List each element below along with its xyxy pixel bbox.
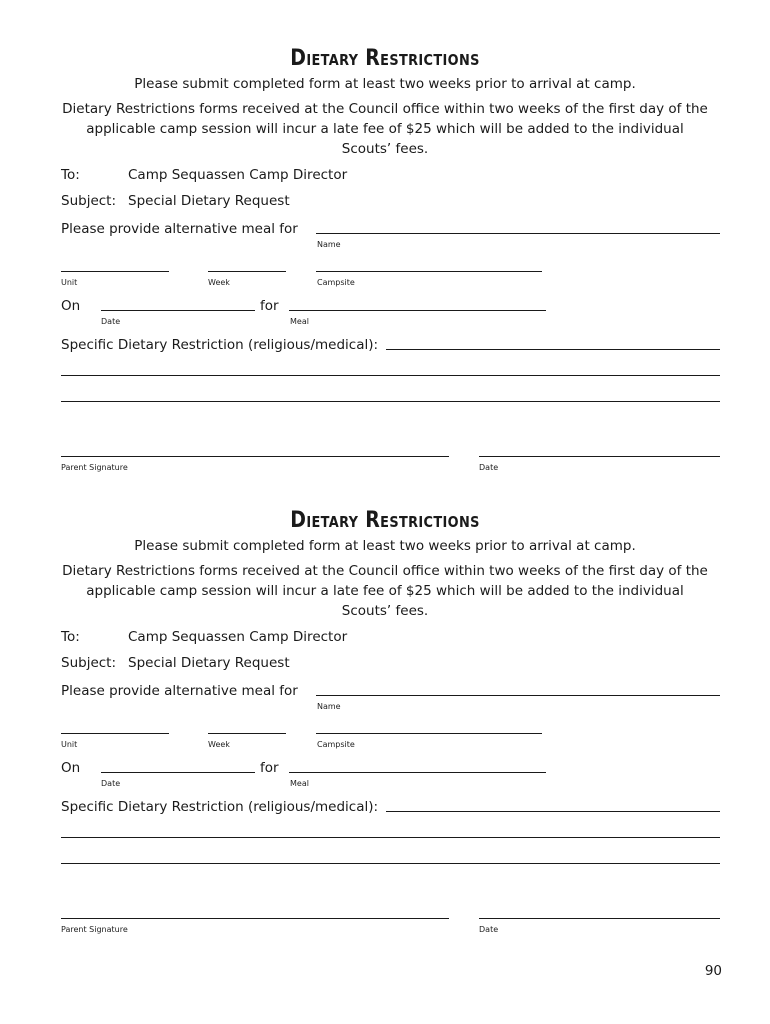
instruction-text: Please submit completed form at least two weeks prior to arrival at camp. <box>134 76 636 92</box>
week-field-line[interactable] <box>208 733 286 734</box>
late-fee-text-line1: Dietary Restrictions forms received at the Council office within two weeks of the first day of the <box>62 101 708 117</box>
restriction-field-line[interactable] <box>386 811 720 812</box>
name-field-line[interactable] <box>316 233 720 234</box>
to-value: Camp Sequassen Camp Director <box>128 629 348 645</box>
instruction-text: Please submit completed form at least two weeks prior to arrival at camp. <box>134 538 636 554</box>
signature-field-line[interactable] <box>61 456 449 457</box>
late-fee-text-line3: Scouts’ fees. <box>341 603 429 619</box>
late-fee-text-line2: applicable camp session will incur a late fee of $25 which will be added to the individual <box>86 121 684 137</box>
subject-label: Subject: <box>61 193 117 209</box>
meal-caption: Meal <box>290 779 309 788</box>
meal-for-label: Please provide alternative meal for <box>61 683 298 699</box>
restriction-extra-line-2[interactable] <box>61 863 720 864</box>
unit-field-line[interactable] <box>61 271 169 272</box>
campsite-caption: Campsite <box>317 278 355 287</box>
signature-field-line[interactable] <box>61 918 449 919</box>
restriction-extra-line-1[interactable] <box>61 837 720 838</box>
meal-field-line[interactable] <box>289 772 546 773</box>
name-field-line[interactable] <box>316 695 720 696</box>
unit-caption: Unit <box>61 278 78 287</box>
subject-value: Special Dietary Request <box>128 193 290 209</box>
page-number: 90 <box>704 963 722 979</box>
signature-date-caption: Date <box>479 463 499 472</box>
on-label: On <box>61 298 81 314</box>
campsite-field-line[interactable] <box>316 271 542 272</box>
restriction-extra-line-1[interactable] <box>61 375 720 376</box>
unit-field-line[interactable] <box>61 733 169 734</box>
date-field-line[interactable] <box>101 772 255 773</box>
signature-caption: Parent Signature <box>61 925 128 934</box>
subject-value: Special Dietary Request <box>128 655 290 671</box>
restriction-extra-line-2[interactable] <box>61 401 720 402</box>
form-title: Dietary Restrictions <box>290 46 480 71</box>
signature-caption: Parent Signature <box>61 463 128 472</box>
meal-field-line[interactable] <box>289 310 546 311</box>
campsite-field-line[interactable] <box>316 733 542 734</box>
unit-caption: Unit <box>61 740 78 749</box>
on-label: On <box>61 760 81 776</box>
for-label: for <box>260 760 279 776</box>
late-fee-text-line1: Dietary Restrictions forms received at the Council office within two weeks of the first day of the <box>62 563 708 579</box>
date-caption: Date <box>101 317 121 326</box>
date-field-line[interactable] <box>101 310 255 311</box>
signature-date-caption: Date <box>479 925 499 934</box>
late-fee-text-line3: Scouts’ fees. <box>341 141 429 157</box>
restriction-label: Specific Dietary Restriction (religious/medical): <box>61 799 379 815</box>
week-caption: Week <box>208 278 230 287</box>
week-field-line[interactable] <box>208 271 286 272</box>
subject-label: Subject: <box>61 655 117 671</box>
name-caption: Name <box>317 702 341 711</box>
week-caption: Week <box>208 740 230 749</box>
restriction-field-line[interactable] <box>386 349 720 350</box>
dietary-form-1 <box>0 44 770 506</box>
to-value: Camp Sequassen Camp Director <box>128 167 348 183</box>
form-title: Dietary Restrictions <box>290 508 480 533</box>
dietary-form-2 <box>0 506 770 968</box>
late-fee-text-line2: applicable camp session will incur a late fee of $25 which will be added to the individual <box>86 583 684 599</box>
campsite-caption: Campsite <box>317 740 355 749</box>
to-label: To: <box>61 629 80 645</box>
meal-caption: Meal <box>290 317 309 326</box>
meal-for-label: Please provide alternative meal for <box>61 221 298 237</box>
date-caption: Date <box>101 779 121 788</box>
signature-date-field-line[interactable] <box>479 918 720 919</box>
signature-date-field-line[interactable] <box>479 456 720 457</box>
name-caption: Name <box>317 240 341 249</box>
for-label: for <box>260 298 279 314</box>
to-label: To: <box>61 167 80 183</box>
restriction-label: Specific Dietary Restriction (religious/medical): <box>61 337 379 353</box>
